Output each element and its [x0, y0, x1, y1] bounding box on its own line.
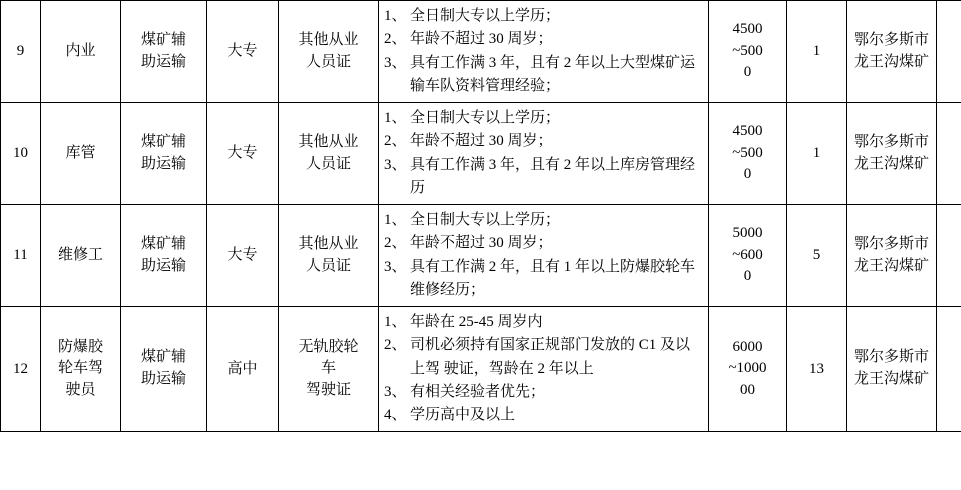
list-item [384, 334, 703, 381]
requirements [379, 103, 709, 205]
requirements [379, 205, 709, 307]
work-location [847, 1, 937, 103]
requirement-text: 年龄不超过 30 周岁； [410, 31, 553, 48]
post-name: 库管 [41, 103, 121, 205]
certificate-line: 其他从业 [298, 133, 359, 150]
table-body [1, 1, 961, 432]
location-line: 鄂尔多斯市 [853, 31, 929, 48]
table-row [1, 1, 961, 103]
salary-range [709, 1, 787, 103]
salary-line: 6000 [732, 338, 763, 355]
list-item [384, 404, 703, 427]
requirements [379, 1, 709, 103]
requirement-text: 具有工作满 3 年，且有 2 年以上库房管理经历 [410, 156, 696, 196]
list-item [384, 28, 703, 51]
requirement-number: 1、 [384, 314, 407, 330]
certificate [279, 1, 379, 103]
requirement-list [384, 311, 703, 427]
certificate-line: 其他从业 [298, 235, 359, 252]
trailing-cell [937, 307, 961, 432]
headcount: 1 [787, 1, 847, 103]
list-item [384, 256, 703, 303]
salary-line: 4500 [732, 20, 763, 37]
certificate-line: 无轨胶轮 [298, 338, 359, 355]
department-line: 煤矿辅 [140, 349, 186, 366]
row-number: 10 [1, 103, 41, 205]
requirement-text: 全日制大专以上学历； [410, 110, 561, 126]
requirement-number: 4、 [384, 407, 407, 423]
requirement-number: 2、 [384, 133, 407, 150]
salary-range [709, 205, 787, 307]
headcount: 5 [787, 205, 847, 307]
requirement-text: 学历高中及以上 [410, 407, 516, 423]
post-line: 驶员 [65, 382, 96, 398]
department [121, 205, 207, 307]
requirement-number: 1、 [384, 212, 407, 228]
list-item [384, 232, 703, 255]
salary-range [709, 307, 787, 432]
certificate-line: 驾驶证 [305, 382, 351, 398]
trailing-cell [937, 205, 961, 307]
requirement-text: 全日制大专以上学历； [410, 212, 561, 228]
education: 高中 [207, 307, 279, 432]
salary-line: ~1000 [728, 360, 767, 377]
table-row [1, 307, 961, 432]
post-line: 防爆胶 [57, 338, 103, 355]
salary-line: ~600 [732, 246, 763, 263]
requirement-number: 3、 [384, 258, 407, 275]
list-item [384, 107, 703, 130]
location-line: 龙王沟煤矿 [853, 371, 929, 388]
location-line: 鄂尔多斯市 [853, 349, 929, 366]
department-line: 助运输 [140, 371, 186, 388]
requirement-number: 1、 [384, 8, 407, 24]
trailing-cell [937, 1, 961, 103]
requirement-number: 1、 [384, 110, 407, 126]
salary-line: 0 [743, 166, 752, 183]
requirement-text: 年龄不超过 30 周岁； [410, 235, 553, 252]
row-number: 9 [1, 1, 41, 103]
location-line: 鄂尔多斯市 [853, 235, 929, 252]
work-location [847, 103, 937, 205]
requirement-text: 具有工作满 2 年，且有 1 年以上防爆胶轮车维修经历； [410, 258, 696, 298]
headcount: 1 [787, 103, 847, 205]
requirement-text: 全日制大专以上学历； [410, 8, 561, 24]
requirement-text: 年龄不超过 30 周岁； [410, 133, 553, 150]
requirement-list [384, 5, 703, 98]
list-item [384, 154, 703, 201]
table-row [1, 103, 961, 205]
department-line: 助运输 [140, 53, 186, 70]
department-line: 煤矿辅 [140, 235, 186, 252]
department [121, 1, 207, 103]
list-item [384, 209, 703, 232]
department [121, 103, 207, 205]
salary-line: 0 [743, 64, 752, 81]
education: 大专 [207, 205, 279, 307]
requirement-text: 有相关经验者优先； [410, 383, 546, 400]
department-line: 煤矿辅 [140, 31, 186, 48]
requirement-number: 3、 [384, 383, 407, 400]
certificate-line: 人员证 [305, 53, 351, 70]
post-name [41, 307, 121, 432]
headcount: 13 [787, 307, 847, 432]
department [121, 307, 207, 432]
certificate-line: 人员证 [305, 155, 351, 172]
row-number: 11 [1, 205, 41, 307]
requirement-number: 2、 [384, 31, 407, 48]
salary-line: ~500 [732, 144, 763, 161]
requirements [379, 307, 709, 432]
requirement-list [384, 209, 703, 302]
certificate-line: 其他从业 [298, 31, 359, 48]
work-location [847, 205, 937, 307]
table-row [1, 205, 961, 307]
certificate [279, 205, 379, 307]
list-item [384, 381, 703, 404]
requirement-number: 3、 [384, 54, 407, 71]
location-line: 龙王沟煤矿 [853, 53, 929, 70]
department-line: 助运输 [140, 155, 186, 172]
salary-line: 00 [740, 382, 755, 398]
row-number: 12 [1, 307, 41, 432]
requirement-list [384, 107, 703, 200]
salary-line: 0 [743, 268, 752, 285]
requirement-text: 具有工作满 3 年，且有 2 年以上大型煤矿运输车队资料管理经验； [410, 54, 696, 94]
location-line: 龙王沟煤矿 [853, 257, 929, 274]
education: 大专 [207, 103, 279, 205]
requirement-number: 3、 [384, 156, 407, 173]
certificate-line: 人员证 [305, 257, 351, 274]
list-item [384, 130, 703, 153]
certificate-line: 车 [320, 360, 336, 377]
education: 大专 [207, 1, 279, 103]
work-location [847, 307, 937, 432]
requirement-text: 司机必须持有国家正规部门发放的 C1 及以上驾 驶证，驾龄在 2 年以上 [410, 337, 691, 377]
post-name: 内业 [41, 1, 121, 103]
salary-line: 5000 [732, 224, 763, 241]
department-line: 煤矿辅 [140, 133, 186, 150]
requirement-text: 年龄在 25-45 周岁内 [410, 314, 543, 330]
post-line: 轮车驾 [57, 360, 103, 377]
location-line: 鄂尔多斯市 [853, 133, 929, 150]
requirement-number: 2、 [384, 337, 407, 354]
salary-line: 4500 [732, 122, 763, 139]
list-item [384, 311, 703, 334]
certificate [279, 103, 379, 205]
salary-line: ~500 [732, 42, 763, 59]
certificate [279, 307, 379, 432]
list-item [384, 52, 703, 99]
location-line: 龙王沟煤矿 [853, 155, 929, 172]
trailing-cell [937, 103, 961, 205]
post-name: 维修工 [41, 205, 121, 307]
requirement-number: 2、 [384, 235, 407, 252]
department-line: 助运输 [140, 257, 186, 274]
list-item [384, 5, 703, 28]
salary-range [709, 103, 787, 205]
